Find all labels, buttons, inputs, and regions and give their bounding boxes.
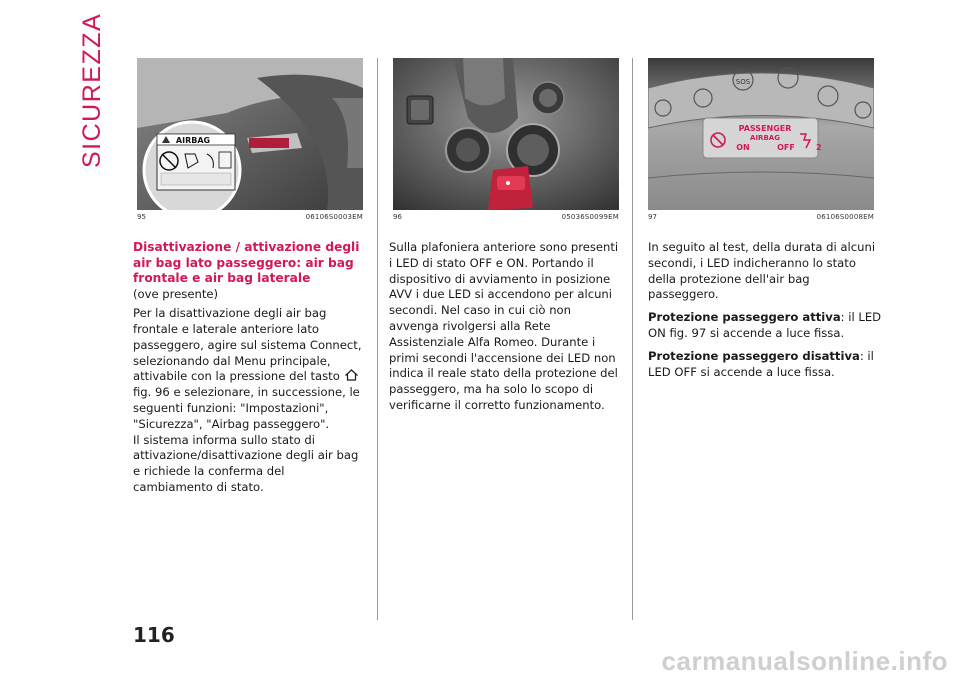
inactive-label: Protezione passeggero disattiva [648, 348, 860, 363]
subheading: (ove presente) [133, 286, 219, 301]
section-heading: Disattivazione / attivazione degli air bag lato passeggero: air bag frontale e air bag laterale [133, 240, 360, 285]
figure-96-image [393, 58, 619, 210]
watermark: carmanualsonline.info [661, 646, 948, 676]
paragraph-active [648, 310, 883, 342]
active-text: : il LED ON fig. 97 si accende a luce fissa. [648, 310, 882, 340]
column-divider [632, 58, 633, 620]
inactive-text: : il LED OFF si accende a luce fissa. [648, 348, 874, 379]
svg-text:2: 2 [816, 143, 822, 152]
figure-code: 06106S0008EM [816, 213, 874, 221]
figure-95-image [137, 58, 363, 210]
section-title: SICUREZZA [78, 12, 106, 168]
figure-96-caption [393, 213, 619, 223]
figure-95-airbag-label: AIRBAG [175, 136, 211, 145]
column-divider [377, 58, 378, 620]
figure-code: 05036S0099EM [561, 213, 619, 221]
figure-97-image [648, 58, 874, 210]
figure-number: 97 [648, 213, 657, 221]
active-label: Protezione passeggero attiva [648, 310, 841, 325]
figure-95-caption [137, 213, 363, 223]
figure-97-on-label: ON [736, 143, 750, 152]
paragraph: Sulla plafoniera anteriore sono presenti i LED di stato OFF e ON. Portando il dispositivo di avviamento in posizione AVV i due LED si accendono per alcuni secondi. Nel caso in cui ciò non avvenga rivolgersi alla Rete Assistenziale Alfa Romeo. Durante i primi secondi l'accensione dei LED non indica il reale stato della protezione del passeggero, ma ha solo lo scopo di verificarne il corretto funzionamento. [389, 240, 619, 412]
column-3 [648, 240, 883, 387]
column-1 [133, 240, 368, 503]
figure-97-passenger-label: PASSENGER [738, 124, 792, 133]
paragraph [133, 306, 368, 432]
page-number: 116 [133, 623, 175, 647]
paragraph: In seguito al test, della durata di alcuni secondi, i LED indicheranno lo stato della protezione dell'air bag passeggero. [648, 240, 876, 302]
paragraph-inactive [648, 349, 883, 381]
figure-code: 06106S0003EM [305, 213, 363, 221]
figure-number: 96 [393, 213, 402, 221]
figure-number: 95 [137, 213, 146, 221]
paragraph-text: Per la disattivazione degli air bag frontale e laterale anteriore lato passeggero, agire sul sistema Connect, selezionando dal Menu principale, attivabile con la pressione del tasto [133, 306, 362, 384]
figure-97-caption [648, 213, 874, 223]
figure-97-sos-label: SOS [735, 78, 751, 86]
column-2 [389, 240, 624, 421]
paragraph: Il sistema informa sullo stato di attivazione/disattivazione degli air bag e richiede la conferma del cambiamento di stato. [133, 432, 359, 495]
figure-97-airbag-label: AIRBAG [750, 134, 780, 142]
figure-97-off-label: OFF [777, 143, 795, 152]
home-icon [344, 369, 359, 381]
paragraph-text: fig. 96 e selezionare, in successione, le seguenti funzioni: "Impostazioni", "Sicurezza", "Airbag passeggero". [133, 385, 360, 431]
